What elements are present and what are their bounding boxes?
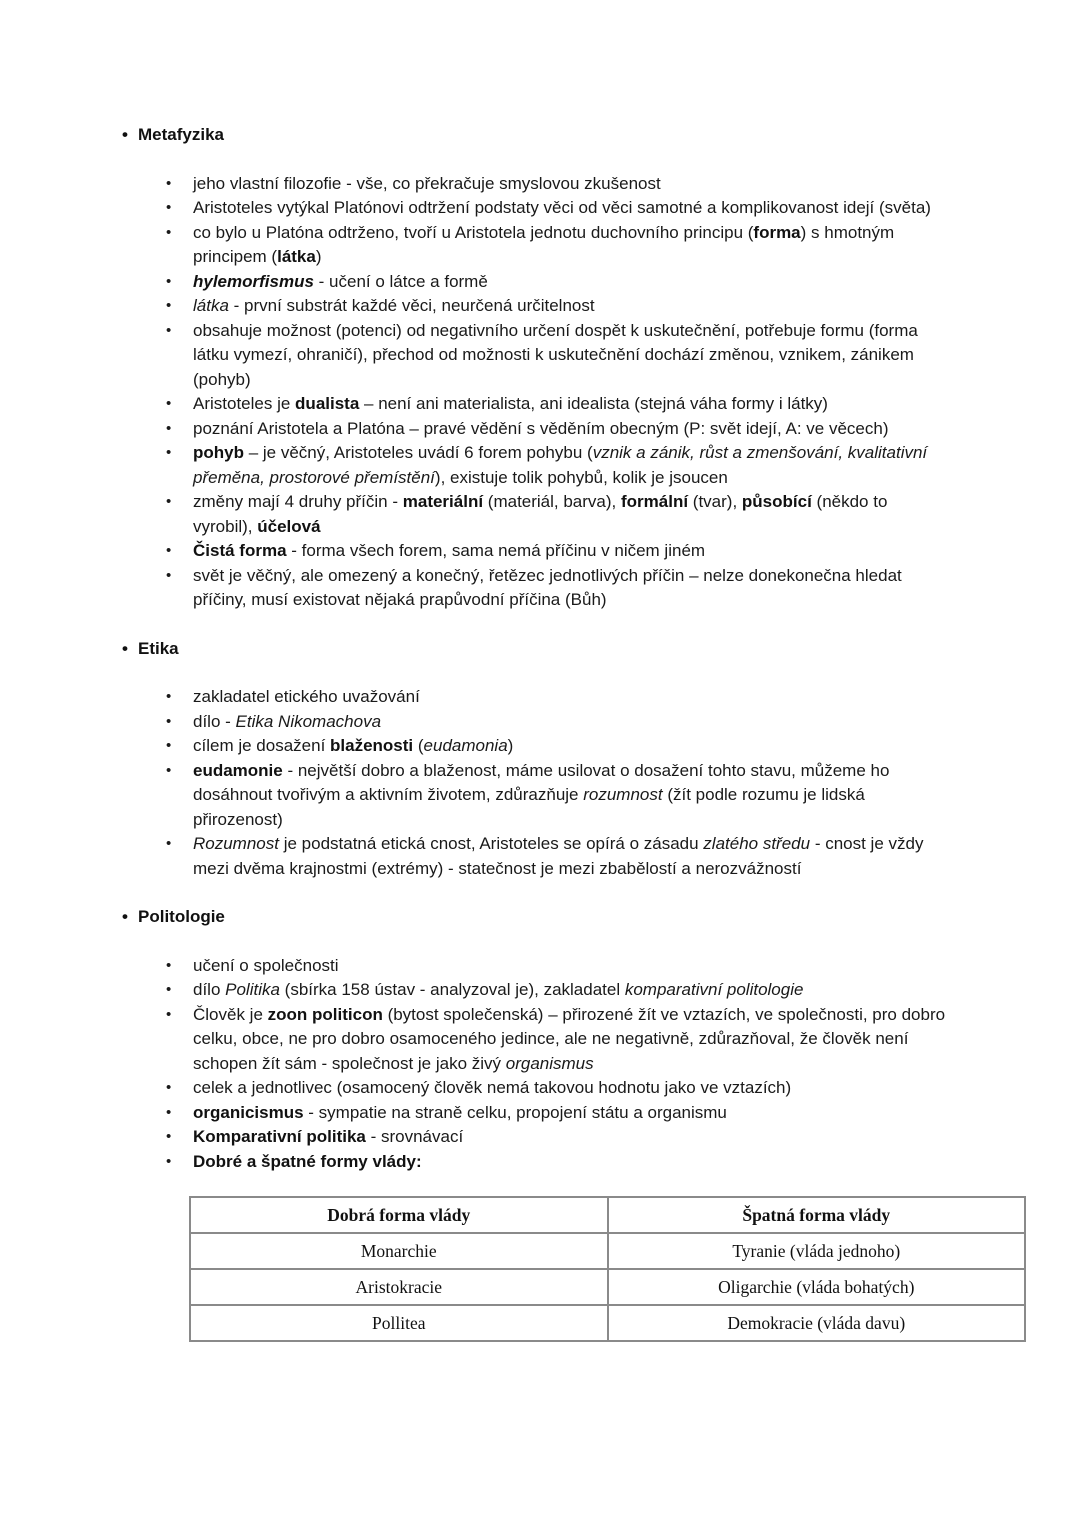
list-item-text: jeho vlastní filozofie - vše, co překračuje smyslovou zkušenost — [193, 173, 661, 193]
list-item — [166, 196, 1080, 221]
list-item-text: celek a jednotlivec (osamocený člověk nemá takovou hodnotu jako ve vztazích) — [193, 1078, 792, 1097]
bullet-icon: • — [166, 1005, 172, 1023]
list-item-text: hylemorfismus - učení o látce a formě — [193, 271, 488, 291]
list-item — [166, 734, 1080, 759]
bullet-icon: • — [166, 297, 172, 314]
list-item — [166, 564, 1080, 613]
bullet-icon: • — [166, 688, 172, 705]
list-item — [166, 978, 1080, 1003]
list-item — [166, 954, 1080, 979]
bullet-icon: • — [166, 199, 172, 216]
gov-table-cell: Aristokracie — [190, 1269, 608, 1305]
section-politologie — [0, 905, 1080, 1174]
gov-table-row — [190, 1233, 1025, 1269]
section-title-text: Politologie — [138, 907, 225, 926]
list-item-text: Člověk je zoon politicon (bytost společenská) – přirozené žít ve vztazích, ve společnosti, pro dobro celku, obce, ne pro dobro osamoceného jedince, ale ne negativně, zdůrazňoval, že člověk není schopen žít sám - společnost je jako živý organismus — [193, 1004, 946, 1073]
list-item — [166, 539, 1080, 564]
list-item-text: Komparativní politika - srovnávací — [193, 1127, 464, 1146]
list-item — [166, 832, 1080, 881]
list-item-text: změny mají 4 druhy příčin - materiální (materiál, barva), formální (tvar), působící (někdo to vyrobil), účelová — [193, 492, 888, 536]
section-title-text: Metafyzika — [138, 125, 224, 144]
list-item-text: obsahuje možnost (potenci) od negativního určení dospět k uskutečnění, potřebuje formu (forma látku vymezí, ohraničí), přechod od možnosti k uskutečnění dochází změnou, vznikem, zánikem (pohyb) — [193, 320, 918, 389]
bullet-icon: • — [166, 737, 172, 754]
bullet-icon: • — [166, 493, 172, 510]
list-item — [166, 1150, 1080, 1175]
gov-table-row — [190, 1305, 1025, 1341]
list-item — [166, 441, 1080, 490]
list-item-text: poznání Aristotela a Platóna – pravé vědění s věděním obecným (P: svět idejí, A: ve věcech) — [193, 418, 889, 438]
list-item — [166, 759, 1080, 833]
gov-table-cell: Demokracie (vláda davu) — [608, 1305, 1026, 1341]
bullet-icon: • — [166, 566, 172, 584]
list-item — [166, 1125, 1080, 1150]
list-item-text: dílo Politika (sbírka 158 ústav - analyzoval je), zakladatel komparativní politologie — [193, 980, 804, 999]
gov-table-body — [190, 1233, 1025, 1341]
list-item — [166, 221, 1080, 270]
list-item-text: zakladatel etického uvažování — [193, 687, 420, 706]
bullet-icon: • — [166, 419, 172, 437]
list-item — [166, 294, 1080, 319]
section-title-text: Etika — [138, 638, 179, 658]
document-sections — [0, 123, 1080, 1174]
list-item-text: co bylo u Platóna odtrženo, tvoří u Aristotela jednotu duchovního principu (forma) s hmotným principem (látka) — [193, 222, 895, 266]
bullet-icon: • — [166, 174, 172, 192]
list-item-text: látka - první substrát každé věci, neurčená určitelnost — [193, 296, 595, 315]
list-item — [166, 710, 1080, 735]
list-item — [166, 1003, 1080, 1077]
list-item-text: pohyb – je věčný, Aristoteles uvádí 6 forem pohybu (vznik a zánik, růst a zmenšování, kvalitativní přeměna, prostorové přemístění), existuje tolik pohybů, kolik je jsoucen — [193, 443, 928, 487]
gov-table-cell: Oligarchie (vláda bohatých) — [608, 1269, 1026, 1305]
bullet-icon: • — [166, 1128, 172, 1145]
list-item-text: svět je věčný, ale omezený a konečný, řetězec jednotlivých příčin – nelze donekonečna hledat příčiny, musí existovat nějaká prapůvodní příčina (Bůh) — [193, 565, 902, 609]
list-item-text: Čistá forma - forma všech forem, sama nemá příčinu v ničem jiném — [193, 541, 706, 560]
bullet-icon: • — [166, 1152, 172, 1170]
bullet-icon: • — [166, 835, 172, 852]
gov-table-cell: Tyranie (vláda jednoho) — [608, 1233, 1026, 1269]
section-heading — [122, 905, 1080, 930]
list-item-text: Rozumnost je podstatná etická cnost, Aristoteles se opírá o zásadu zlatého středu - cnost je vždy mezi dvěma krajnostmi (extrémy) - statečnost je mezi zbabělostí a nerozvážností — [193, 834, 924, 878]
bullet-icon: • — [166, 321, 172, 339]
gov-table-cell: Monarchie — [190, 1233, 608, 1269]
list-item-text: dílo - Etika Nikomachova — [193, 711, 382, 731]
bullet-icon: • — [166, 956, 172, 974]
list-item — [166, 1076, 1080, 1101]
gov-table-row — [190, 1269, 1025, 1305]
list-item-text: cílem je dosažení blaženosti (eudamonia) — [193, 736, 514, 755]
bullet-icon: • — [166, 981, 172, 998]
list-item — [166, 392, 1080, 417]
section-metafyzika — [0, 123, 1080, 613]
list-item — [166, 685, 1080, 710]
bullet-icon: • — [166, 444, 172, 461]
list-item-text: učení o společnosti — [193, 955, 339, 975]
bullet-icon: • — [166, 223, 172, 241]
list-item-text: organicismus - sympatie na straně celku, propojení státu a organismu — [193, 1102, 727, 1122]
bullet-icon: • — [166, 1079, 172, 1096]
list-item — [166, 490, 1080, 539]
list-item — [166, 270, 1080, 295]
list-item-text: Dobré a špatné formy vlády: — [193, 1151, 422, 1171]
list-item-text: Aristoteles vytýkal Platónovi odtržení podstaty věci od věci samotné a komplikovanost idejí (světa) — [193, 198, 931, 217]
bullet-icon: • — [166, 712, 172, 730]
bullet-icon: • — [166, 542, 172, 559]
list-item — [166, 319, 1080, 393]
gov-table-header-cell: Dobrá forma vlády — [190, 1197, 608, 1233]
bullet-icon: • — [166, 395, 172, 412]
gov-table-cell: Pollitea — [190, 1305, 608, 1341]
section-heading — [122, 637, 1080, 662]
gov-table-header-row — [190, 1197, 1025, 1233]
section-heading — [122, 123, 1080, 148]
bullet-icon: • — [122, 638, 128, 658]
list-item — [166, 172, 1080, 197]
section-etika — [0, 637, 1080, 882]
list-item — [166, 1101, 1080, 1126]
bullet-icon: • — [166, 272, 172, 290]
government-forms-table — [189, 1196, 1026, 1342]
gov-table-header-cell: Špatná forma vlády — [608, 1197, 1026, 1233]
bullet-icon: • — [122, 125, 128, 144]
list-item-text: Aristoteles je dualista – není ani materialista, ani idealista (stejná váha formy i látky) — [193, 394, 828, 413]
bullet-icon: • — [166, 761, 172, 779]
list-item — [166, 417, 1080, 442]
list-item-text: eudamonie - největší dobro a blaženost, máme usilovat o dosažení tohto stavu, můžeme ho dosáhnout tvořivým a aktivním životem, zdůrazňuje rozumnost (žít podle rozumu je lidská přirozenost) — [193, 760, 890, 829]
bullet-icon: • — [122, 907, 128, 926]
bullet-icon: • — [166, 1103, 172, 1121]
